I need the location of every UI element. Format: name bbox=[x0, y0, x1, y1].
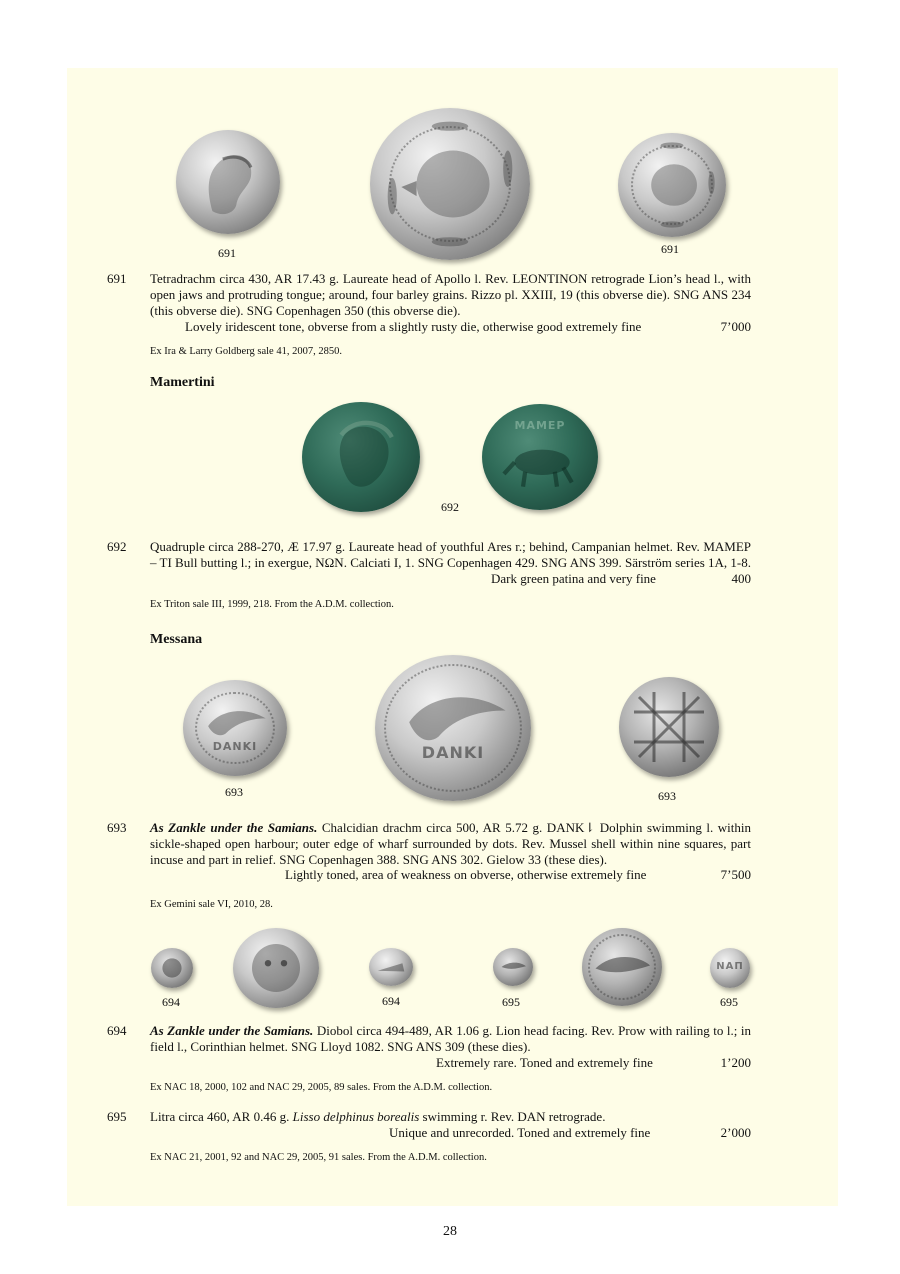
coin-693-obverse-enlarged bbox=[375, 655, 531, 801]
lion-head-icon bbox=[370, 108, 530, 260]
lot-description bbox=[150, 1023, 751, 1055]
lot-description-text: Diobol circa 494-489, AR 1.06 g. Lion head facing. Rev. Prow with railing to l.; in field l., Corinthian helmet. SNG Lloyd 1082. SNG ANS 309 (these dies). bbox=[150, 1023, 751, 1054]
lot-grade: Lightly toned, area of weakness on obverse, otherwise extremely fine bbox=[285, 867, 647, 882]
lot-number: 692 bbox=[107, 539, 127, 554]
apollo-head-icon bbox=[176, 130, 280, 234]
coin-691-obverse bbox=[176, 130, 280, 234]
bull-icon bbox=[482, 404, 598, 510]
lot-provenance: Ex Triton sale III, 1999, 218. From the A.D.M. collection. bbox=[150, 599, 394, 610]
lion-head-icon bbox=[618, 133, 726, 237]
coin-label: 695 bbox=[720, 995, 738, 1009]
lot-price: 7’000 bbox=[720, 319, 751, 334]
coin-legend: ΝΑΠ bbox=[716, 960, 744, 972]
section-heading: Messana bbox=[150, 632, 203, 647]
lot-description bbox=[150, 820, 751, 868]
coin-label: 691 bbox=[218, 246, 236, 260]
lot-description-text: swimming r. Rev. DAN retrograde. bbox=[422, 1109, 606, 1124]
coin-694-reverse bbox=[369, 948, 413, 986]
lot-description-text: Chalcidian drachm circa 500, AR 5.72 g. DANK⇂ Dolphin swimming l. within sickle-shaped open harbour; outer edge of wharf surrounded by dots. Rev. Mussel shell within nine squares, part incuse and part in relief. SNG Copenhagen 388. SNG ANS 302. Gielow 33 (these dies). bbox=[150, 820, 751, 867]
coin-legend: DANKI bbox=[212, 739, 258, 753]
ares-head-icon bbox=[302, 402, 420, 512]
coin-694-obverse bbox=[151, 948, 193, 988]
coin-692-reverse bbox=[482, 404, 598, 510]
lot-description: Quadruple circa 288-270, Æ 17.97 g. Laureate head of youthful Ares r.; behind, Campanian helmet. Rev. MAMEP – TI Bull butting l.; in exergue, NΩN. Calciati I, 1. SNG Copenhagen 429. SNG ANS 399. Särström series 1A, 1-8. bbox=[150, 539, 751, 570]
page-number: 28 bbox=[443, 1224, 457, 1239]
lot-description bbox=[150, 1109, 751, 1125]
lot-price: 2’000 bbox=[720, 1125, 751, 1140]
prow-icon bbox=[369, 948, 413, 986]
lot-number: 695 bbox=[107, 1109, 127, 1124]
coin-label: 691 bbox=[661, 242, 679, 256]
lot-number: 694 bbox=[107, 1023, 127, 1038]
lion-face-icon bbox=[233, 928, 319, 1008]
lot-grade: Extremely rare. Toned and extremely fine bbox=[436, 1055, 653, 1070]
coin-695-obverse bbox=[493, 948, 533, 986]
lot-grade: Lovely iridescent tone, obverse from a slightly rusty die, otherwise good extremely fine bbox=[185, 319, 642, 334]
lot-provenance: Ex NAC 18, 2000, 102 and NAC 29, 2005, 89 sales. From the A.D.M. collection. bbox=[150, 1082, 493, 1093]
coin-695-reverse bbox=[710, 948, 750, 988]
lot-provenance: Ex Gemini sale VI, 2010, 28. bbox=[150, 899, 273, 910]
coin-label: 692 bbox=[441, 500, 459, 514]
coin-693-obverse bbox=[183, 680, 287, 776]
lot-price: 7’500 bbox=[720, 867, 751, 882]
lot-number: 693 bbox=[107, 820, 127, 835]
lot-grade: Dark green patina and very fine bbox=[491, 571, 656, 586]
lot-provenance: Ex NAC 21, 2001, 92 and NAC 29, 2005, 91 sales. From the A.D.M. collection. bbox=[150, 1152, 487, 1163]
coin-691-reverse bbox=[618, 133, 726, 237]
dolphin-icon bbox=[493, 948, 533, 986]
lot-price: 1’200 bbox=[720, 1055, 751, 1070]
section-heading: Mamertini bbox=[150, 375, 215, 390]
coin-label: 693 bbox=[225, 785, 243, 799]
coin-694-obverse-enlarged bbox=[233, 928, 319, 1008]
coin-label: 695 bbox=[502, 995, 520, 1009]
dolphin-icon bbox=[183, 680, 287, 776]
coin-label: 694 bbox=[382, 994, 400, 1008]
lot-grade: Unique and unrecorded. Toned and extremely fine bbox=[389, 1125, 651, 1140]
lot-description-species: Lisso delphinus borealis bbox=[292, 1109, 420, 1124]
lot-number: 691 bbox=[107, 271, 127, 286]
coin-691-reverse-enlarged bbox=[370, 108, 530, 260]
coin-695-obverse-enlarged bbox=[582, 928, 662, 1006]
coin-legend: DANKI bbox=[421, 742, 485, 762]
mussel-shell-grid-icon bbox=[619, 677, 719, 777]
lot-title: As Zankle under the Samians. bbox=[150, 1023, 314, 1038]
lot-price: 400 bbox=[731, 571, 751, 586]
lot-description-text: Litra circa 460, AR 0.46 g. bbox=[150, 1109, 290, 1124]
coin-label: 694 bbox=[162, 995, 180, 1009]
dolphin-icon bbox=[582, 928, 662, 1006]
coin-label: 693 bbox=[658, 789, 676, 803]
coin-legend: MAMEP bbox=[514, 418, 566, 432]
lot-title: As Zankle under the Samians. bbox=[150, 820, 318, 835]
lion-face-icon bbox=[151, 948, 193, 988]
lot-provenance: Ex Ira & Larry Goldberg sale 41, 2007, 2850. bbox=[150, 346, 342, 357]
lot-description: Tetradrachm circa 430, AR 17.43 g. Laureate head of Apollo l. Rev. LEONTINON retrograde Lion’s head l., with open jaws and protruding tongue; around, four barley grains. Rizzo pl. XXIII, 19 (this obverse die). SNG ANS 234 (this obverse die). SNG Copenhagen 350 (this obverse die). bbox=[150, 271, 751, 318]
coin-692-obverse bbox=[302, 402, 420, 512]
dolphin-icon bbox=[375, 655, 531, 801]
coin-693-reverse bbox=[619, 677, 719, 777]
